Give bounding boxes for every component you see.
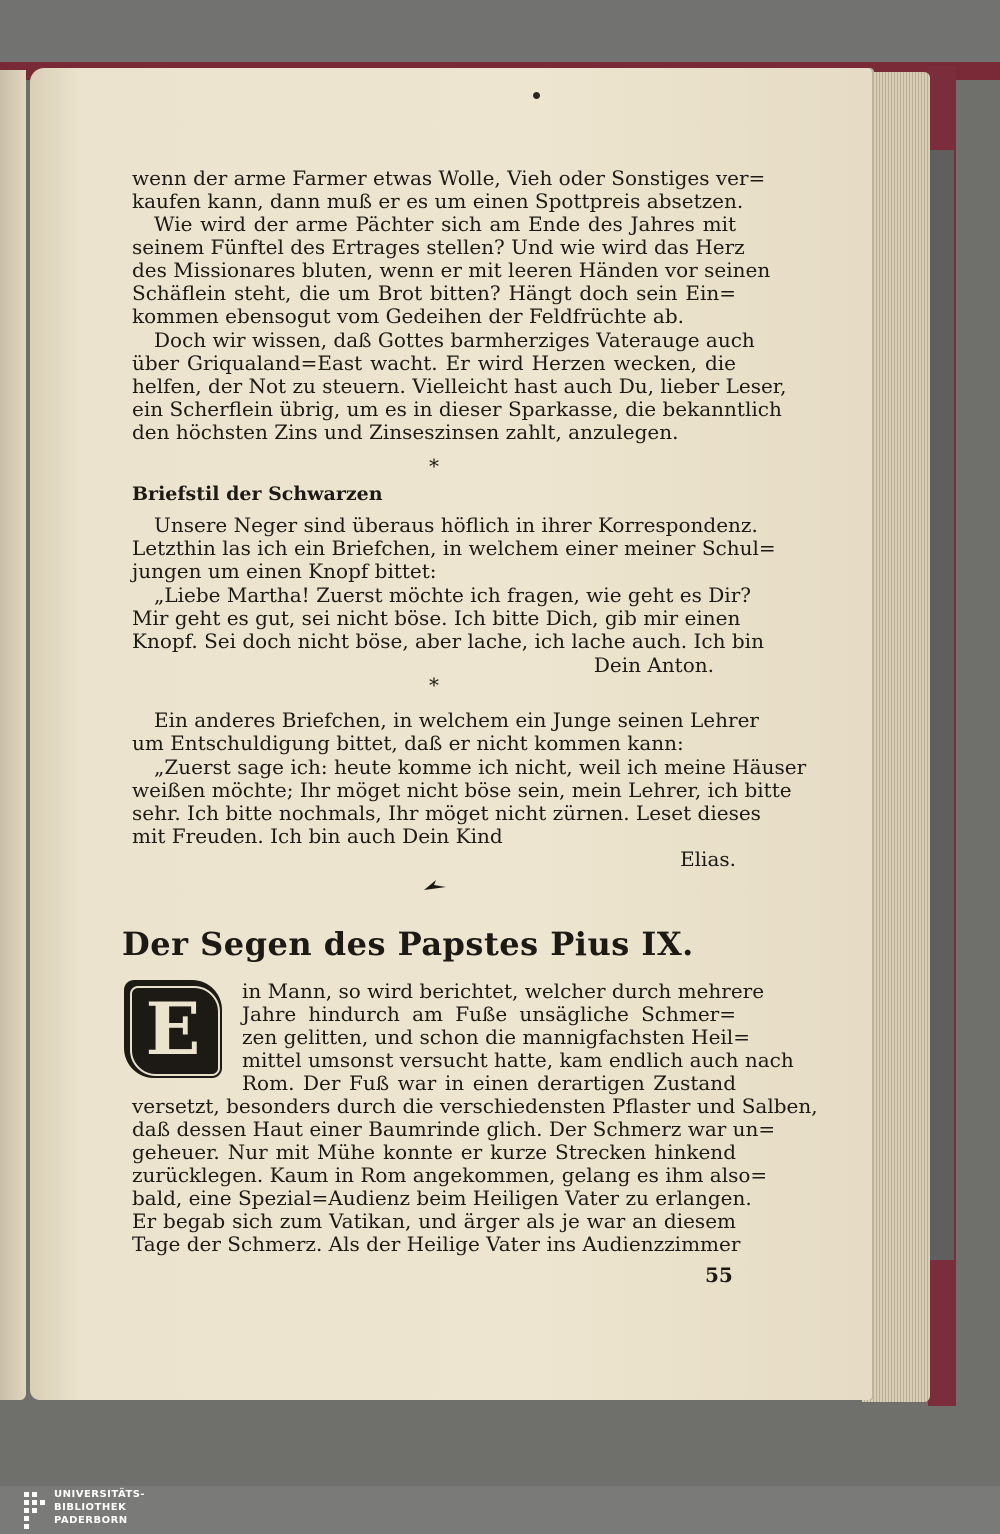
text-line: seinem Fünftel des Ertrages stellen? Und wie wird das Herz [132,235,745,259]
text-line: Tage der Schmerz. Als der Heilige Vater ins Audienzzimmer [132,1232,741,1256]
text-line: mit Freuden. Ich bin auch Dein Kind [132,824,503,848]
text-line: Ein anderes Briefchen, in welchem ein Junge seinen Lehrer [154,708,759,732]
text-line: weißen möchte; Ihr möget nicht böse sein, mein Lehrer, ich bitte [132,778,792,802]
text-line: Er begab sich zum Vatikan, und ärger als je war an diesem [132,1209,736,1233]
text-line: „Liebe Martha! Zuerst möchte ich fragen, wie geht es Dir? [154,583,751,607]
separator: * [429,454,439,478]
text-line: Unsere Neger sind überaus höflich in ihrer Korrespondenz. [154,513,758,537]
letter-signature: Elias. [680,847,736,871]
text-line: geheuer. Nur mit Mühe konnte er kurze Strecken hinkend [132,1140,736,1164]
text-line: Knopf. Sei doch nicht böse, aber lache, ich lache auch. Ich bin [132,629,764,653]
text-line: wenn der arme Farmer etwas Wolle, Vieh oder Sonstiges ver= [132,166,766,190]
logo-line: UNIVERSITÄTS- [54,1489,146,1500]
section-heading: Briefstil der Schwarzen [132,483,383,505]
text-line: Letzthin las ich ein Briefchen, in welchem einer meiner Schul= [132,536,776,560]
left-page-edge [0,70,26,1400]
text-line: daß dessen Haut einer Baumrinde glich. Der Schmerz war un= [132,1117,776,1141]
logo-line: BIBLIOTHEK [54,1502,127,1513]
book-cover-cloth [930,150,954,1260]
text-line: zurücklegen. Kaum in Rom angekommen, gelang es ihm also= [132,1163,768,1187]
text-line: Mir geht es gut, sei nicht böse. Ich bitte Dich, gib mir einen [132,606,741,630]
drop-cap [124,980,222,1078]
text-line: des Missionares bluten, wenn er mit leeren Händen vor seinen [132,258,771,282]
page-mark [533,92,540,99]
text-line: Schäflein steht, die um Brot bitten? Hängt doch sein Ein= [132,281,736,305]
chapter-title: Der Segen des Papstes Pius IX. [122,925,694,963]
text-line: um Entschuldigung bittet, daß er nicht kommen kann: [132,731,684,755]
text-line: Rom. Der Fuß war in einen derartigen Zustand [242,1071,736,1095]
text-line: kommen ebensogut vom Gedeihen der Feldfrüchte ab. [132,304,684,328]
page-stack [862,72,930,1402]
text-line: Doch wir wissen, daß Gottes barmherziges Vaterauge auch [154,328,755,352]
text-line: Jahre hindurch am Fuße unsägliche Schmer= [242,1002,736,1026]
text-line: den höchsten Zins und Zinseszinsen zahlt, anzulegen. [132,420,679,444]
text-line: mittel umsonst versucht hatte, kam endlich auch nach [242,1048,794,1072]
separator: * [429,673,439,697]
ornament-icon [420,876,450,894]
text-line: „Zuerst sage ich: heute komme ich nicht, weil ich meine Häuser [154,755,807,779]
page-number: 55 [705,1263,733,1287]
text-line: in Mann, so wird berichtet, welcher durch mehrere [242,979,765,1003]
text-line: versetzt, besonders durch die verschiedensten Pflaster und Salben, [132,1094,818,1118]
background-top [0,0,1000,62]
text-line: ein Scherflein übrig, um es in dieser Sparkasse, die bekanntlich [132,397,782,421]
text-line: Wie wird der arme Pächter sich am Ende des Jahres mit [154,212,736,236]
text-line: sehr. Ich bitte nochmals, Ihr möget nicht zürnen. Leset dieses [132,801,761,825]
library-logo-icon [22,1490,48,1530]
footer-bar [0,1486,1000,1534]
text-line: helfen, der Not zu steuern. Vielleicht hast auch Du, lieber Leser, [132,374,787,398]
logo-line: PADERBORN [54,1515,128,1526]
text-line: zen gelitten, und schon die mannigfachsten Heil= [242,1025,750,1049]
letter-signature: Dein Anton. [593,653,714,677]
text-line: bald, eine Spezial=Audienz beim Heiligen Vater zu erlangen. [132,1186,752,1210]
text-line: über Griqualand=East wacht. Er wird Herzen wecken, die [132,351,736,375]
library-logo-text [54,1488,145,1527]
text-line: jungen um einen Knopf bittet: [132,559,437,583]
text-line: kaufen kann, dann muß er es um einen Spottpreis absetzen. [132,189,744,213]
drop-cap-letter: E [145,986,201,1071]
